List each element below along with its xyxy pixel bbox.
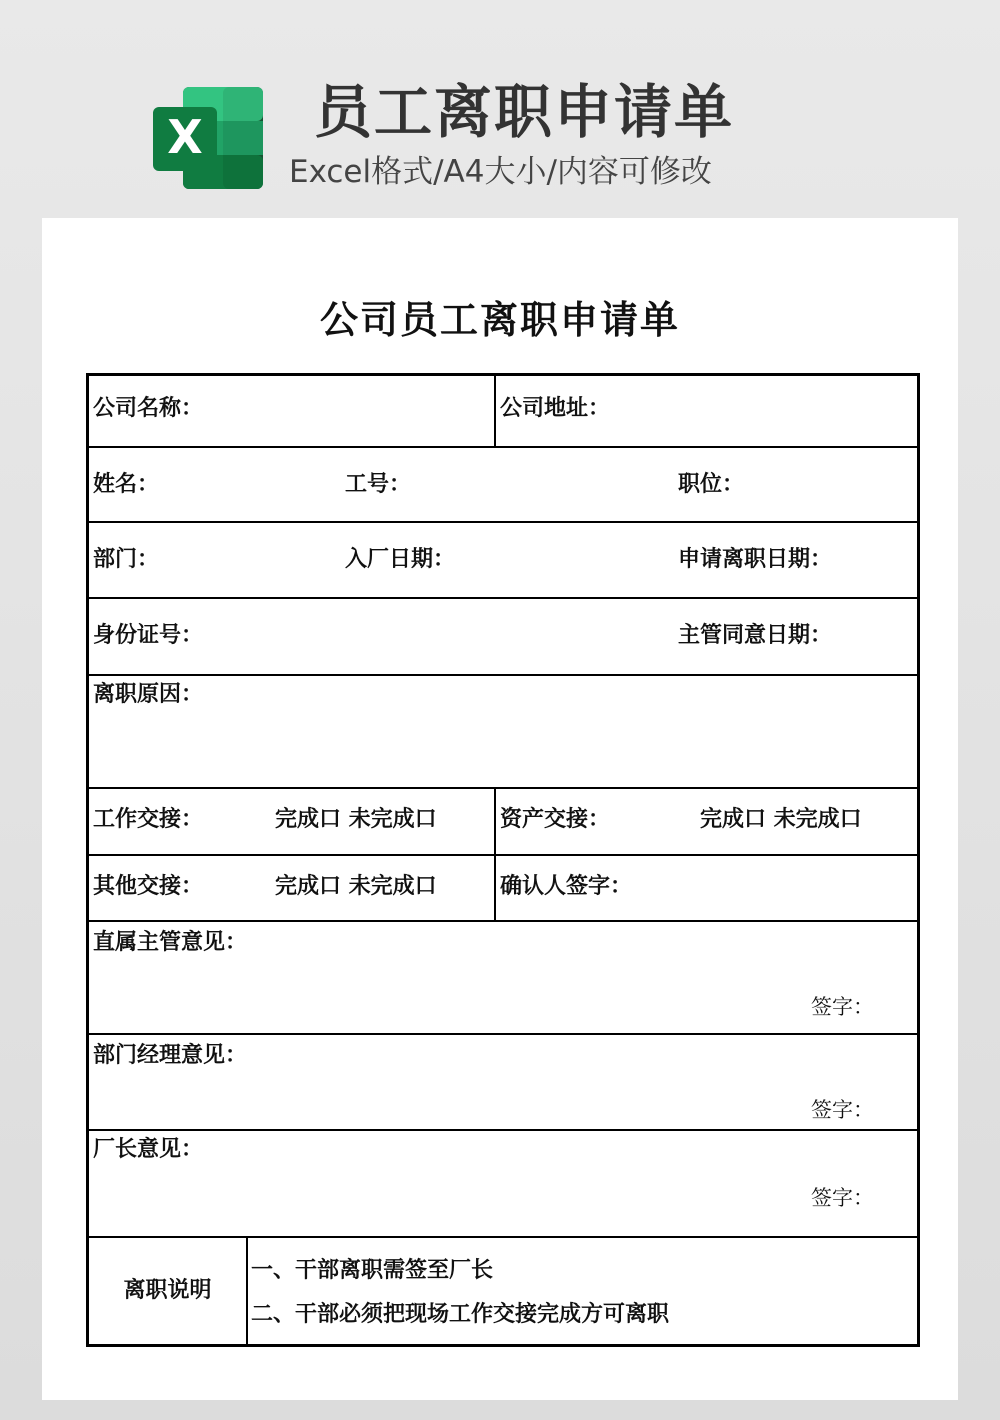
employee-no-label: 工号： — [345, 472, 412, 497]
signature-label: 签字： — [811, 1098, 874, 1122]
divider — [494, 789, 496, 854]
work-handover-label: 工作交接： — [93, 807, 204, 832]
divider — [246, 1238, 248, 1344]
join-date-label: 入厂日期： — [345, 547, 456, 572]
row-reason — [89, 676, 917, 789]
department-label: 部门： — [93, 547, 160, 572]
company-name-label: 公司名称： — [93, 396, 204, 421]
banner-subtitle: Excel格式/A4大小/内容可修改 — [289, 154, 712, 190]
signature-label: 签字： — [811, 1186, 874, 1210]
name-label: 姓名： — [93, 472, 160, 497]
row-supervisor-opinion — [89, 922, 917, 1035]
row-department — [89, 523, 917, 599]
manager-opinion-label: 部门经理意见： — [93, 1043, 248, 1068]
director-opinion-label: 厂长意见： — [93, 1137, 204, 1162]
supervisor-agree-date-label: 主管同意日期： — [678, 623, 833, 648]
row-notes — [89, 1238, 917, 1344]
row-handover-2 — [89, 856, 917, 922]
signature-label: 签字： — [811, 995, 874, 1019]
asset-handover-label: 资产交接： — [500, 807, 611, 832]
row-handover-1 — [89, 789, 917, 856]
row-director-opinion — [89, 1131, 917, 1238]
row-name — [89, 448, 917, 523]
other-handover-label: 其他交接： — [93, 874, 204, 899]
note-item: 一、干部离职需签至厂长 — [251, 1258, 494, 1283]
asset-handover-status: 完成口 未完成口 — [700, 807, 862, 832]
work-handover-status: 完成口 未完成口 — [275, 807, 437, 832]
notes-label: 离职说明 — [123, 1278, 212, 1303]
row-id — [89, 599, 917, 676]
other-handover-status: 完成口 未完成口 — [275, 874, 437, 899]
form-title: 公司员工离职申请单 — [319, 298, 680, 342]
note-item: 二、干部必须把现场工作交接完成方可离职 — [251, 1302, 670, 1327]
company-address-label: 公司地址： — [500, 396, 611, 421]
excel-icon — [153, 87, 265, 189]
supervisor-opinion-label: 直属主管意见： — [93, 930, 248, 955]
divider — [494, 856, 496, 920]
row-company — [89, 376, 917, 448]
resignation-form-table — [86, 373, 920, 1347]
excel-logo-letter: X — [167, 110, 203, 164]
row-manager-opinion — [89, 1035, 917, 1131]
form-paper — [42, 218, 958, 1400]
reason-label: 离职原因： — [93, 682, 204, 707]
id-number-label: 身份证号： — [93, 623, 204, 648]
confirm-signature-label: 确认人签字： — [500, 874, 633, 899]
resign-date-label: 申请离职日期： — [678, 547, 833, 572]
divider — [494, 376, 496, 446]
position-label: 职位： — [678, 472, 745, 497]
banner-title: 员工离职申请单 — [314, 78, 735, 146]
